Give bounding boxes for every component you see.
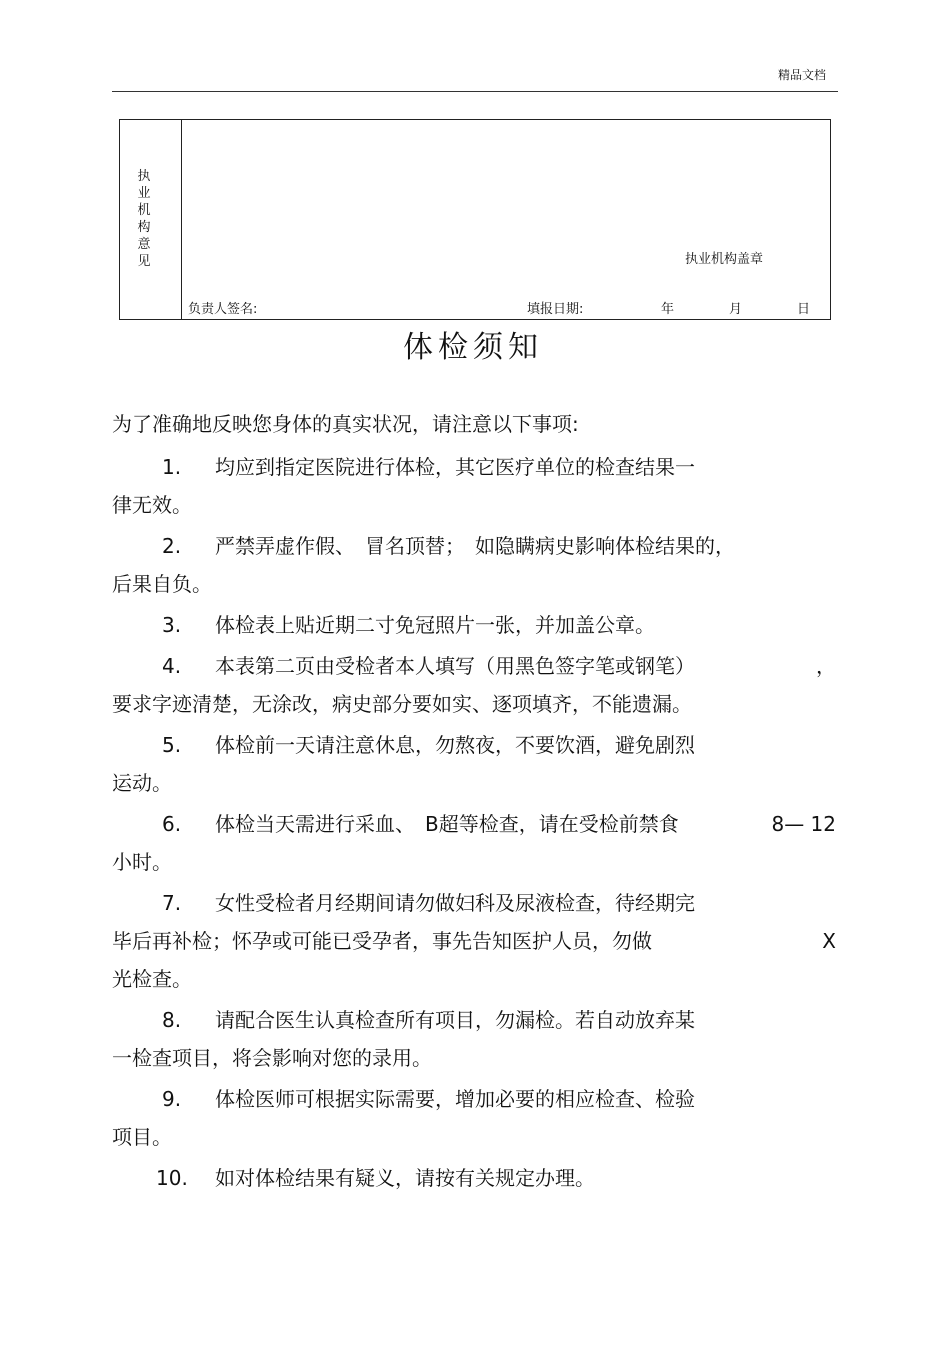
item-number: 4. [162, 654, 182, 678]
item-first-line [112, 647, 836, 685]
item-number: 10. [156, 1166, 188, 1190]
item-text: 体检医师可根据实际需要，增加必要的相应检查、检验 [215, 1087, 695, 1111]
item-first-line [112, 1159, 836, 1197]
item-text: 毕后再补检；怀孕或可能已受孕者，事先告知医护人员，勿做 [112, 929, 652, 953]
item-continuation-line: 律无效。 [112, 493, 192, 517]
vertical-label-char: 意 [137, 237, 151, 252]
item-number: 2. [162, 534, 182, 558]
vertical-label [136, 168, 152, 270]
notice-item [112, 884, 836, 998]
item-first-line [112, 884, 836, 922]
notice-item [112, 1001, 836, 1077]
item-text: 请配合医生认真检查所有项目，勿漏检。若自动放弃某 [215, 1008, 695, 1032]
seal-label: 执业机构盖章 [685, 252, 764, 267]
institution-opinion-box [119, 119, 831, 320]
item-first-line [112, 1080, 836, 1118]
item-text: 严禁弄虚作假、 冒名顶替； 如隐瞒病史影响体检结果的， [215, 534, 735, 558]
month-label: 月 [729, 302, 743, 317]
item-continuation-line [112, 922, 836, 960]
header-rule [112, 91, 838, 92]
vertical-label-char: 执 [137, 169, 151, 184]
item-number: 3. [162, 613, 182, 637]
item-line-tail: 8— 12 [771, 812, 836, 836]
item-number: 5. [162, 733, 182, 757]
vertical-label-char: 见 [137, 254, 151, 269]
item-continuation-line: 项目。 [112, 1125, 172, 1149]
item-text: 女性受检者月经期间请勿做妇科及尿液检查，待经期完 [215, 891, 695, 915]
notice-item [112, 448, 836, 524]
day-label: 日 [797, 302, 811, 317]
notice-title: 体检须知 [403, 330, 543, 365]
item-first-line [112, 606, 836, 644]
header-label: 精品文档 [778, 68, 827, 82]
notice-item [112, 527, 836, 603]
item-number: 1. [162, 455, 182, 479]
item-first-line [112, 726, 836, 764]
item-continuation-line: 一检查项目，将会影响对您的录用。 [112, 1046, 432, 1070]
item-continuation-line: 光检查。 [112, 967, 192, 991]
item-continuation-line: 后果自负。 [112, 572, 212, 596]
notice-item [112, 606, 836, 644]
item-first-line [112, 805, 836, 843]
item-text: 均应到指定医院进行体检，其它医疗单位的检查结果一 [215, 455, 695, 479]
item-text: 如对体检结果有疑义，请按有关规定办理。 [215, 1166, 595, 1190]
item-first-line [112, 1001, 836, 1039]
opinion-label-cell [120, 120, 182, 319]
item-continuation-line: 小时。 [112, 850, 172, 874]
item-number: 7. [162, 891, 182, 915]
item-text: 体检前一天请注意休息，勿熬夜，不要饮酒，避免剧烈 [215, 733, 695, 757]
notice-item [112, 1159, 836, 1197]
notice-item [112, 726, 836, 802]
notice-items-list [112, 448, 836, 1200]
notice-item [112, 805, 836, 881]
notice-item [112, 1080, 836, 1156]
item-text: 本表第二页由受检者本人填写（用黑色签字笔或钢笔） [215, 654, 695, 678]
year-label: 年 [661, 302, 675, 317]
item-continuation-line: 要求字迹清楚，无涂改，病史部分要如实、逐项填齐，不能遗漏。 [112, 692, 692, 716]
notice-item [112, 647, 836, 723]
notice-intro: 为了准确地反映您身体的真实状况，请注意以下事项: [112, 412, 579, 436]
vertical-label-char: 构 [137, 220, 151, 235]
item-line-tail: X [822, 929, 836, 953]
item-first-line [112, 448, 836, 486]
vertical-label-char: 机 [137, 203, 151, 218]
item-number: 6. [162, 812, 182, 836]
item-first-line [112, 527, 836, 565]
item-number: 8. [162, 1008, 182, 1032]
report-date-label: 填报日期: [527, 302, 584, 317]
item-continuation-line: 运动。 [112, 771, 172, 795]
signature-label: 负责人签名: [188, 302, 258, 317]
item-text: 体检当天需进行采血、 B超等检查，请在受检前禁食 [215, 812, 679, 836]
vertical-label-char: 业 [137, 186, 151, 201]
item-text: 体检表上贴近期二寸免冠照片一张，并加盖公章。 [215, 613, 655, 637]
item-line-tail: ， [816, 654, 836, 678]
item-number: 9. [162, 1087, 182, 1111]
